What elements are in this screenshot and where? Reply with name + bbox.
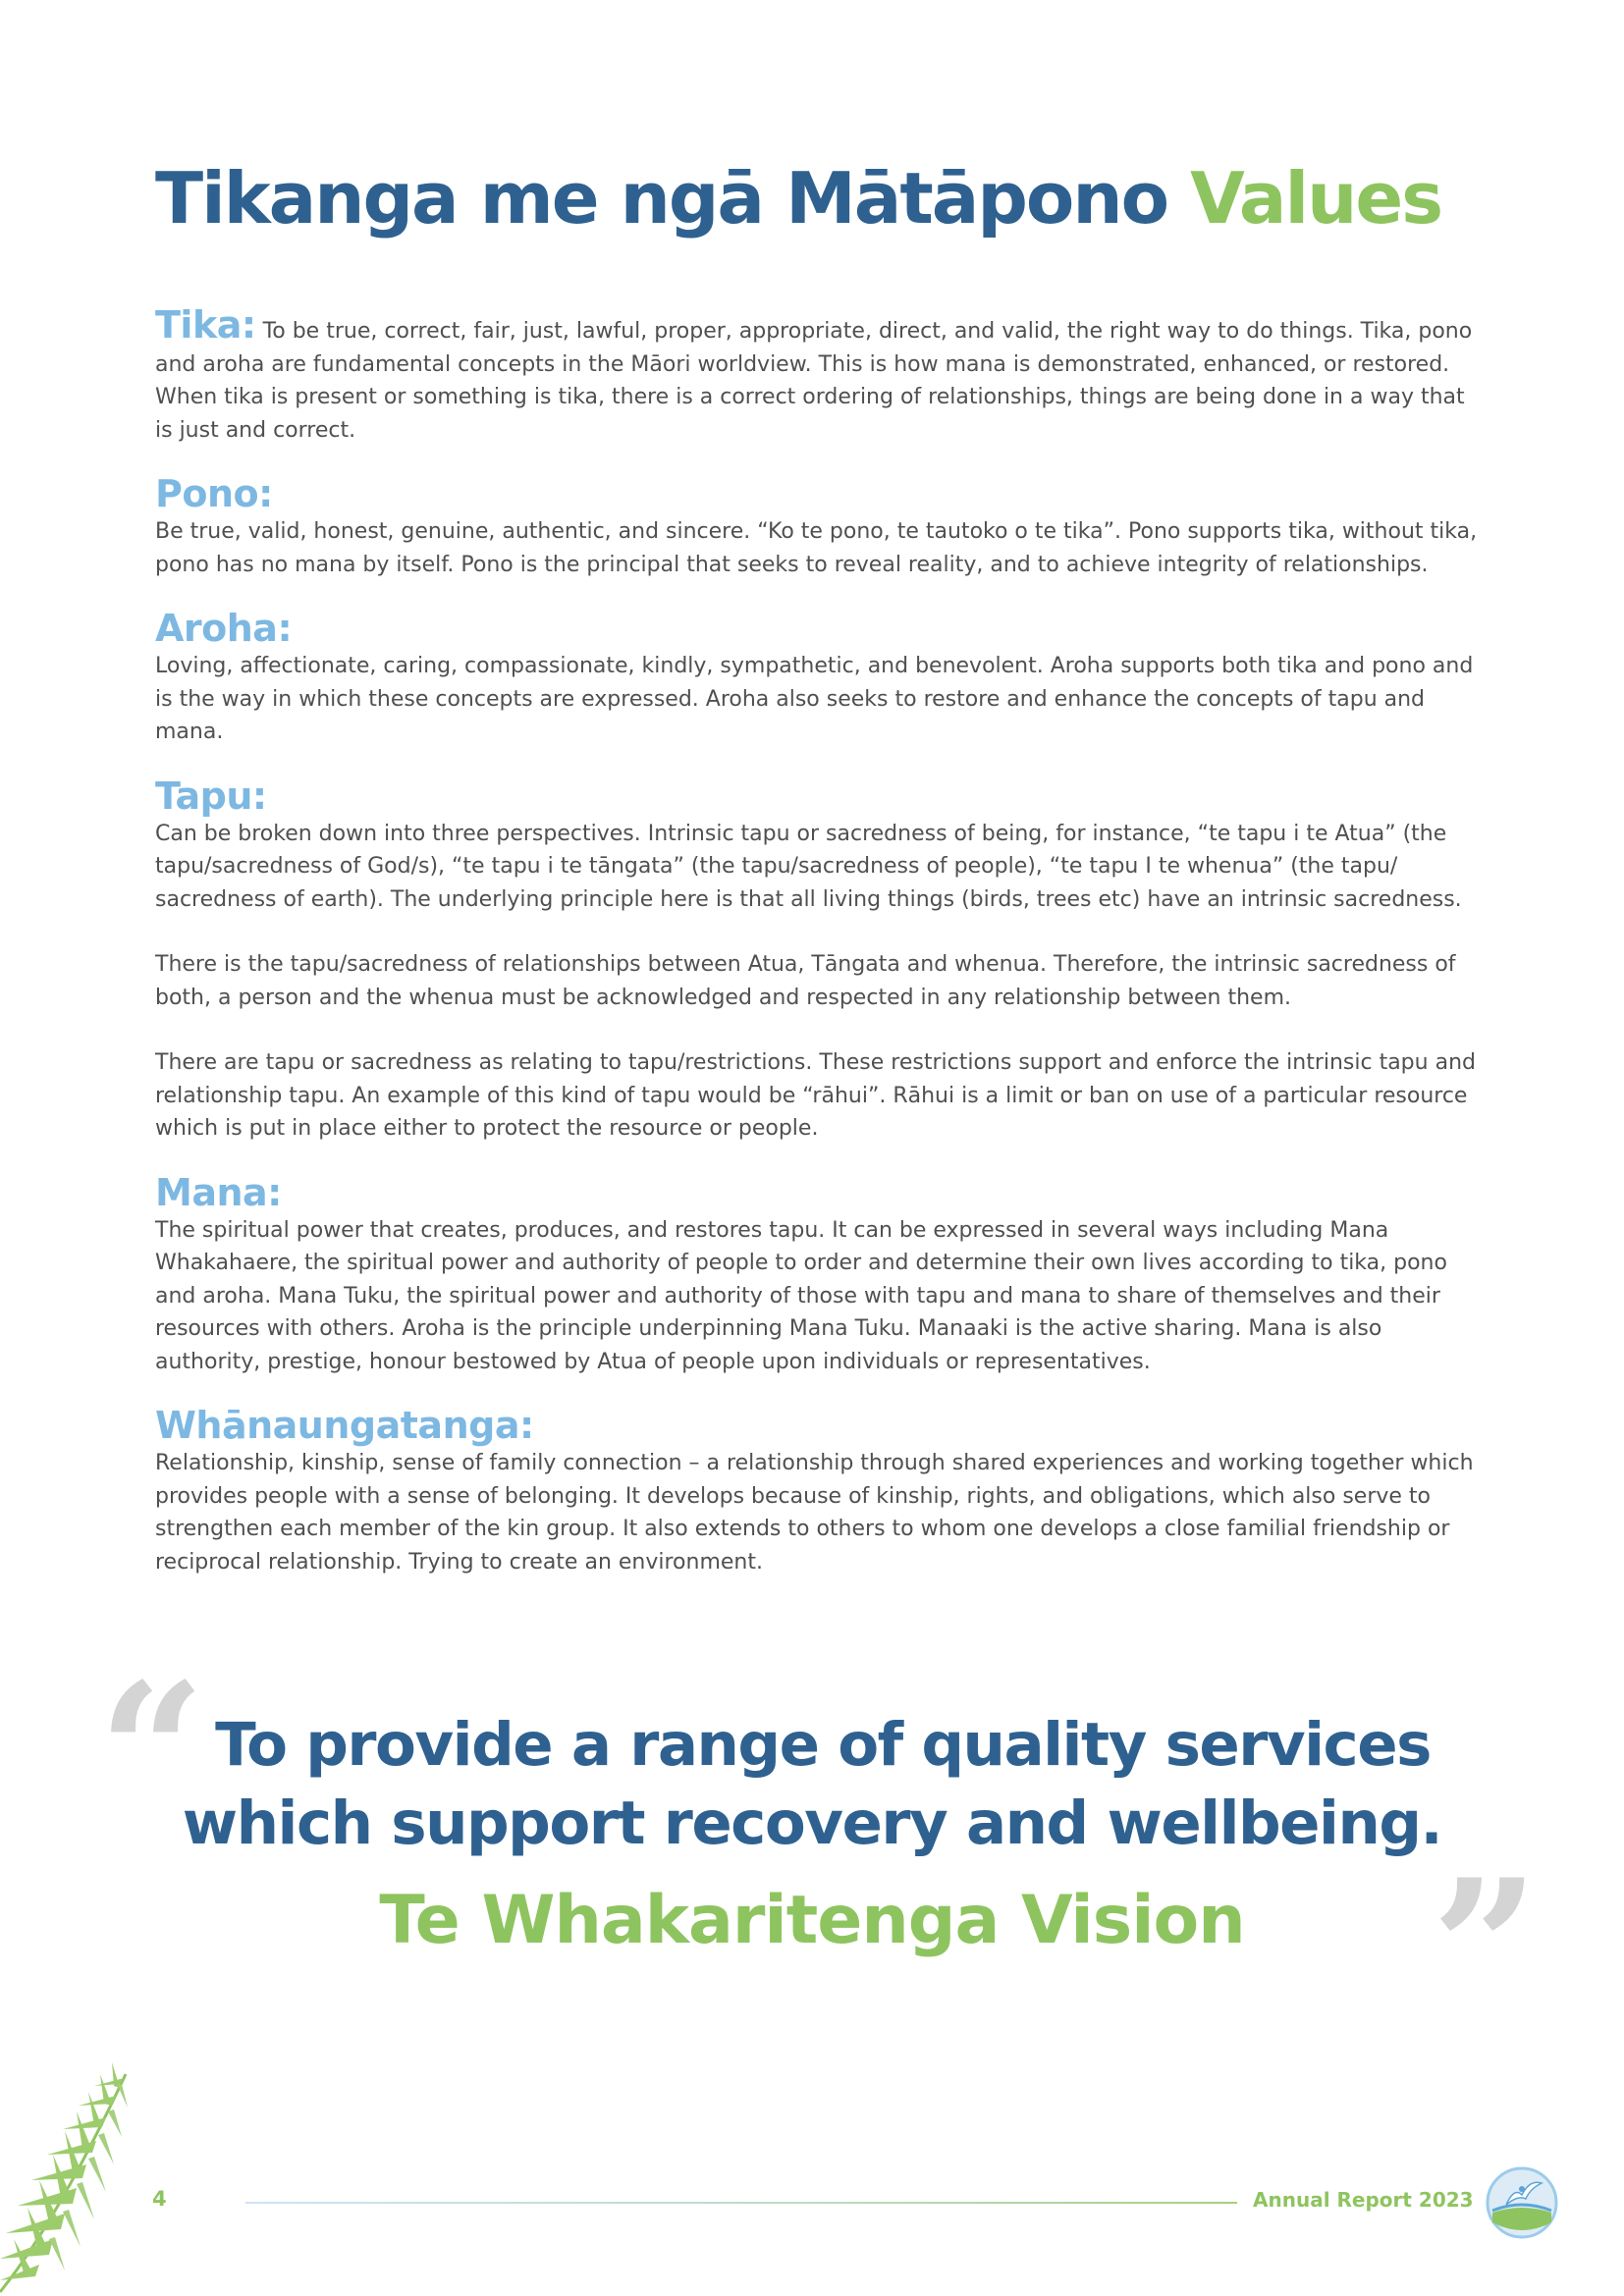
value-mana xyxy=(155,1171,1481,1379)
value-term-whanaungatanga: Whānaungatanga: xyxy=(155,1404,534,1447)
page-number: 4 xyxy=(152,2187,167,2211)
page-title xyxy=(155,157,1441,240)
value-text-pono: Be true, valid, honest, genuine, authentic, and sincere. “Ko te pono, te tautoko o te tika”. Pono supports tika, without tika, pono has no mana by itself. Pono is the principal that seeks to reveal reality, and to achieve integrity of relationships. xyxy=(155,519,1478,577)
value-term-pono: Pono: xyxy=(155,472,273,515)
value-term-mana: Mana: xyxy=(155,1170,282,1214)
fern-icon xyxy=(0,2056,137,2296)
value-text-tapu-1: Can be broken down into three perspectives. Intrinsic tapu or sacredness of being, for instance, “te tapu i te Atua” (the tapu/sacredness of God/s), “te tapu i te tāngata” (the tapu/sacredness of people), “te tapu I te whenua” (the tapu/ sacredness of earth). The underlying principle here is that all living things (birds, trees etc) have an intrinsic sacredness. xyxy=(155,821,1462,912)
value-text-tapu-3: There are tapu or sacredness as relating to tapu/restrictions. These restrictions support and enforce the intrinsic tapu and relationship tapu. An example of this kind of tapu would be “rāhui”. Rāhui is a limit or ban on use of a particular resource which is put in place either to protect the resource or people. xyxy=(155,1050,1476,1141)
value-aroha xyxy=(155,607,1481,749)
vision-label: Te Whakaritenga Vision xyxy=(379,1882,1245,1959)
page-title-accent: Values xyxy=(1190,157,1442,240)
value-term-tika: Tika: xyxy=(155,303,256,347)
vision-line-1: To provide a range of quality services xyxy=(215,1710,1431,1780)
value-term-tapu: Tapu: xyxy=(155,774,267,818)
value-term-aroha: Aroha: xyxy=(155,607,293,650)
page-title-main: Tikanga me ngā Mātāpono xyxy=(155,157,1168,240)
footer-report-label: Annual Report 2023 xyxy=(1253,2188,1474,2212)
organisation-logo-icon xyxy=(1485,2165,1559,2240)
value-text-tapu-2: There is the tapu/sacredness of relationships between Atua, Tāngata and whenua. Therefore, the intrinsic sacredness of both, a person and the whenua must be acknowledged and respected in any relationship between them. xyxy=(155,952,1456,1010)
value-whanaungatanga xyxy=(155,1404,1481,1578)
vision-line-2: which support recovery and wellbeing. xyxy=(182,1789,1442,1858)
value-pono xyxy=(155,472,1481,581)
value-text-whanaungatanga: Relationship, kinship, sense of family connection – a relationship through shared experiences and working together which provides people with a sense of belonging. It develops because of kinship, rights, and obligations, which also serve to strengthen each member of the kin group. It also extends to others to whom one develops a close familial friendship or reciprocal relationship. Trying to create an environment. xyxy=(155,1451,1474,1575)
value-text-mana: The spiritual power that creates, produces, and restores tapu. It can be expressed in several ways including Mana Whakahaere, the spiritual power and authority of people to order and determine their own lives according to tika, pono and aroha. Mana Tuku, the spiritual power and authority of those with tapu and mana to share of themselves and their resources with others. Aroha is the principle underpinning Mana Tuku. Manaaki is the active sharing. Mana is also authority, prestige, honour bestowed by Atua of people upon individuals or representatives. xyxy=(155,1217,1447,1374)
value-tapu xyxy=(155,774,1481,1146)
values-list xyxy=(155,303,1481,1604)
open-quote-icon: “ xyxy=(98,1642,206,1861)
value-tika xyxy=(155,303,1481,447)
value-text-aroha: Loving, affectionate, caring, compassionate, kindly, sympathetic, and benevolent. Aroha supports both tika and pono and is the way in which these concepts are expressed. Aroha also seeks to restore and enhance the concepts of tapu and mana. xyxy=(155,654,1474,744)
close-quote-icon: ” xyxy=(1432,1839,1540,2057)
value-text-tika: To be true, correct, fair, just, lawful, proper, appropriate, direct, and valid, the right way to do things. Tika, pono and aroha are fundamental concepts in the Māori worldview. This is how mana is demonstrated, enhanced, or restored. When tika is present or something is tika, there is a correct ordering of relationships, things are being done in a way that is just and correct. xyxy=(155,319,1473,443)
footer-divider xyxy=(245,2202,1237,2204)
